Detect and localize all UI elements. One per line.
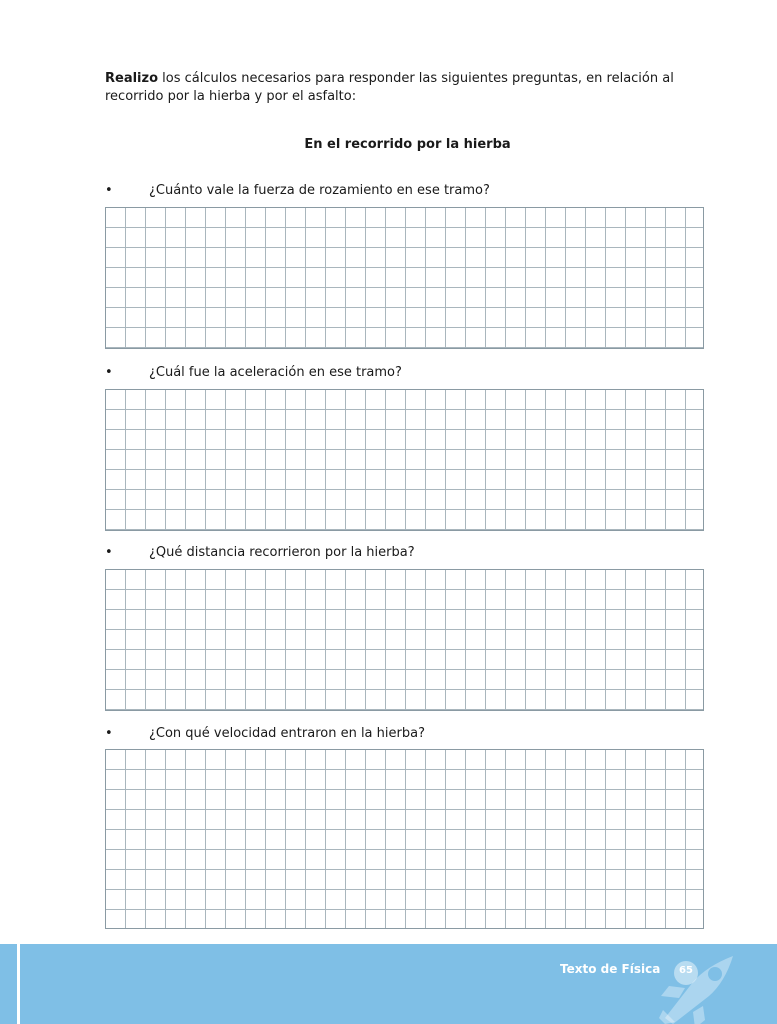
bullet: • xyxy=(105,726,113,741)
question-text: ¿Cuál fue la aceleración en ese tramo? xyxy=(149,365,402,380)
intro-paragraph xyxy=(105,70,715,106)
bullet: • xyxy=(105,545,113,560)
bullet: • xyxy=(105,183,113,198)
page-number: 65 xyxy=(679,965,693,976)
footer-divider xyxy=(17,944,20,1024)
intro-text: los cálculos necesarios para responder las siguientes preguntas, en relación al recorrido por la hierba y por el asfalto: xyxy=(105,71,674,104)
section-title: En el recorrido por la hierba xyxy=(304,137,511,152)
intro-bold: Realizo xyxy=(105,71,159,86)
answer-grid-1[interactable] xyxy=(105,207,704,349)
answer-grid-3[interactable] xyxy=(105,569,704,711)
page-footer xyxy=(0,944,777,1024)
bullet: • xyxy=(105,365,113,380)
answer-grid-2[interactable] xyxy=(105,389,704,531)
question-text: ¿Cuánto vale la fuerza de rozamiento en ese tramo? xyxy=(149,183,490,198)
question-text: ¿Con qué velocidad entraron en la hierba? xyxy=(149,726,425,741)
question-text: ¿Qué distancia recorrieron por la hierba? xyxy=(149,545,415,560)
rocket-icon xyxy=(655,948,745,1024)
book-title: Texto de Física xyxy=(560,962,661,976)
answer-grid-4[interactable] xyxy=(105,749,704,929)
